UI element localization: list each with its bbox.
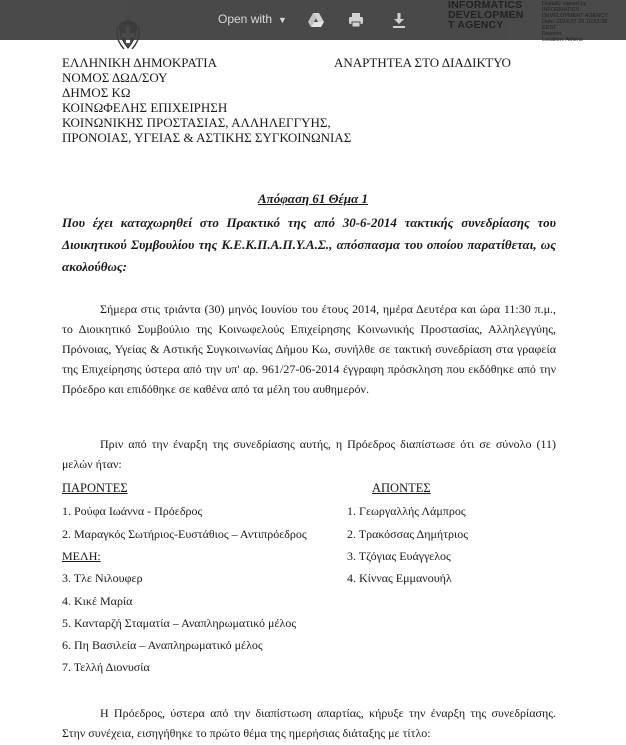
present-heading: ΠΑΡΟΝΤΕΣ: [62, 481, 128, 495]
header-line: ΔΗΜΟΣ ΚΩ: [62, 85, 131, 100]
signature-details: Digitally signed by INFORMATICS DEVELOPMENT AGENCY Date: 2014.07.29 10:53:38 EEST Reason: Location: Athens: [542, 1, 608, 43]
present-member: 5. Κανταρζή Σταματία – Αναπληρωματικό μέλος: [62, 616, 297, 630]
header-line: ΕΛΛΗΝΙΚΗ ΔΗΜΟΚΡΑΤΙΑ: [62, 55, 217, 70]
header-line: ΝΟΜΟΣ ΔΩΔ/ΣΟΥ: [62, 70, 168, 85]
present-member: 6. Πη Βασιλεία – Αναπληρωματικό μέλος: [62, 638, 263, 652]
present-member: 1. Ρούφα Ιωάννα - Πρόεδρος: [62, 504, 203, 518]
publish-notice: ΑΝΑΡΤΗΤΕΑ ΣΤΟ ΔΙΑΔΙΚΤΥΟ: [334, 55, 511, 70]
absent-member: 2. Τρακόσσας Δημήτριος: [347, 527, 468, 541]
absent-member: 1. Γεωργαλλής Λάμπρος: [347, 504, 466, 518]
decision-intro: Που έχει καταχωρηθεί στο Πρακτικό της από 30-6-2014 τακτικής συνεδρίασης του Διοικητικού Συμβουλίου της Κ.Ε.Κ.Π.Α.Π.Υ.Α.Σ., απόσπασμα του οποίου παρατίθεται, ως ακολούθως:: [62, 215, 556, 274]
signer-name: INFORMATICS DEVELOPMEN T AGENCY: [448, 0, 524, 31]
header-line: ΚΟΙΝΩΝΙΚΗΣ ΠΡΟΣΤΑΣΙΑΣ, ΑΛΛΗΛΕΓΓΥΗΣ,: [62, 115, 331, 130]
absent-member: 3. Τζόγιας Ευάγγελος: [347, 549, 451, 563]
absent-heading: ΑΠΟΝΤΕΣ: [372, 481, 431, 495]
open-with-button[interactable]: [218, 12, 287, 26]
paragraph-quorum: Πριν από την έναρξη της συνεδρίασης αυτής, η Πρόεδρος διαπίστωσε ότι σε σύνολο (11) μελών ήταν:: [62, 437, 556, 471]
absent-member: 4. Κίννας Εμμανουήλ: [347, 571, 452, 585]
paragraph-meeting: Σήμερα στις τριάντα (30) μηνός Ιουνίου του έτους 2014, ημέρα Δευτέρα και ώρα 11:30 π.μ., το Διοικητικό Συμβούλιο της Κοινωφελούς Επιχείρησης Κοινωνικής Προστασίας, Αλληλεγγύης, Πρόνοιας, Υγείας & Αστικής Συγκοινωνίας Δήμου Κω, συνήλθε σε τακτική συνεδρίαση στα γραφεία της Επιχείρησης ύστερα από την υπ' αρ. 961/27-06-2014 έγγραφη πρόσκληση που εκδόθηκε από την Πρόεδρο και επιδόθηκε σε καθένα από τα μέλη του αυθημερόν.: [62, 302, 556, 396]
present-member: 4. Κικέ Μαρία: [62, 594, 133, 608]
header-line: ΚΟΙΝΩΦΕΛΗΣ ΕΠΙΧΕΙΡΗΣΗ: [62, 100, 228, 115]
download-icon[interactable]: [389, 10, 409, 30]
decision-title: Απόφαση 61 Θέμα 1: [257, 191, 369, 206]
open-with-label: Open with: [218, 12, 273, 26]
present-member: 2. Μαραγκός Σωτήριος-Ευστάθιος – Αντιπρόεδρος: [62, 527, 307, 541]
paragraph-opening: Η Πρόεδρος, ύστερα από την διαπίστωση απαρτίας, κήρυξε την έναρξη της συνεδρίασης. Στην συνέχεια, εισηγήθηκε το πρώτο θέμα της ημερήσιας διάταξης με τίτλο:: [62, 706, 556, 740]
issuer-header: [62, 55, 351, 145]
present-member: 3. Τλε Νιλουφερ: [62, 571, 143, 585]
digital-signature-stamp: [448, 0, 626, 43]
print-icon[interactable]: [346, 10, 366, 30]
google-drive-icon[interactable]: [306, 10, 326, 30]
chevron-down-icon: ▼: [278, 15, 287, 25]
header-line: ΠΡΟΝΟΙΑΣ, ΥΓΕΙΑΣ & ΑΣΤΙΚΗΣ ΣΥΓΚΟΙΝΩΝΙΑΣ: [62, 130, 352, 145]
present-member: 7. Τελλή Διονυσία: [62, 660, 150, 674]
members-heading: ΜΕΛΗ:: [62, 549, 101, 563]
